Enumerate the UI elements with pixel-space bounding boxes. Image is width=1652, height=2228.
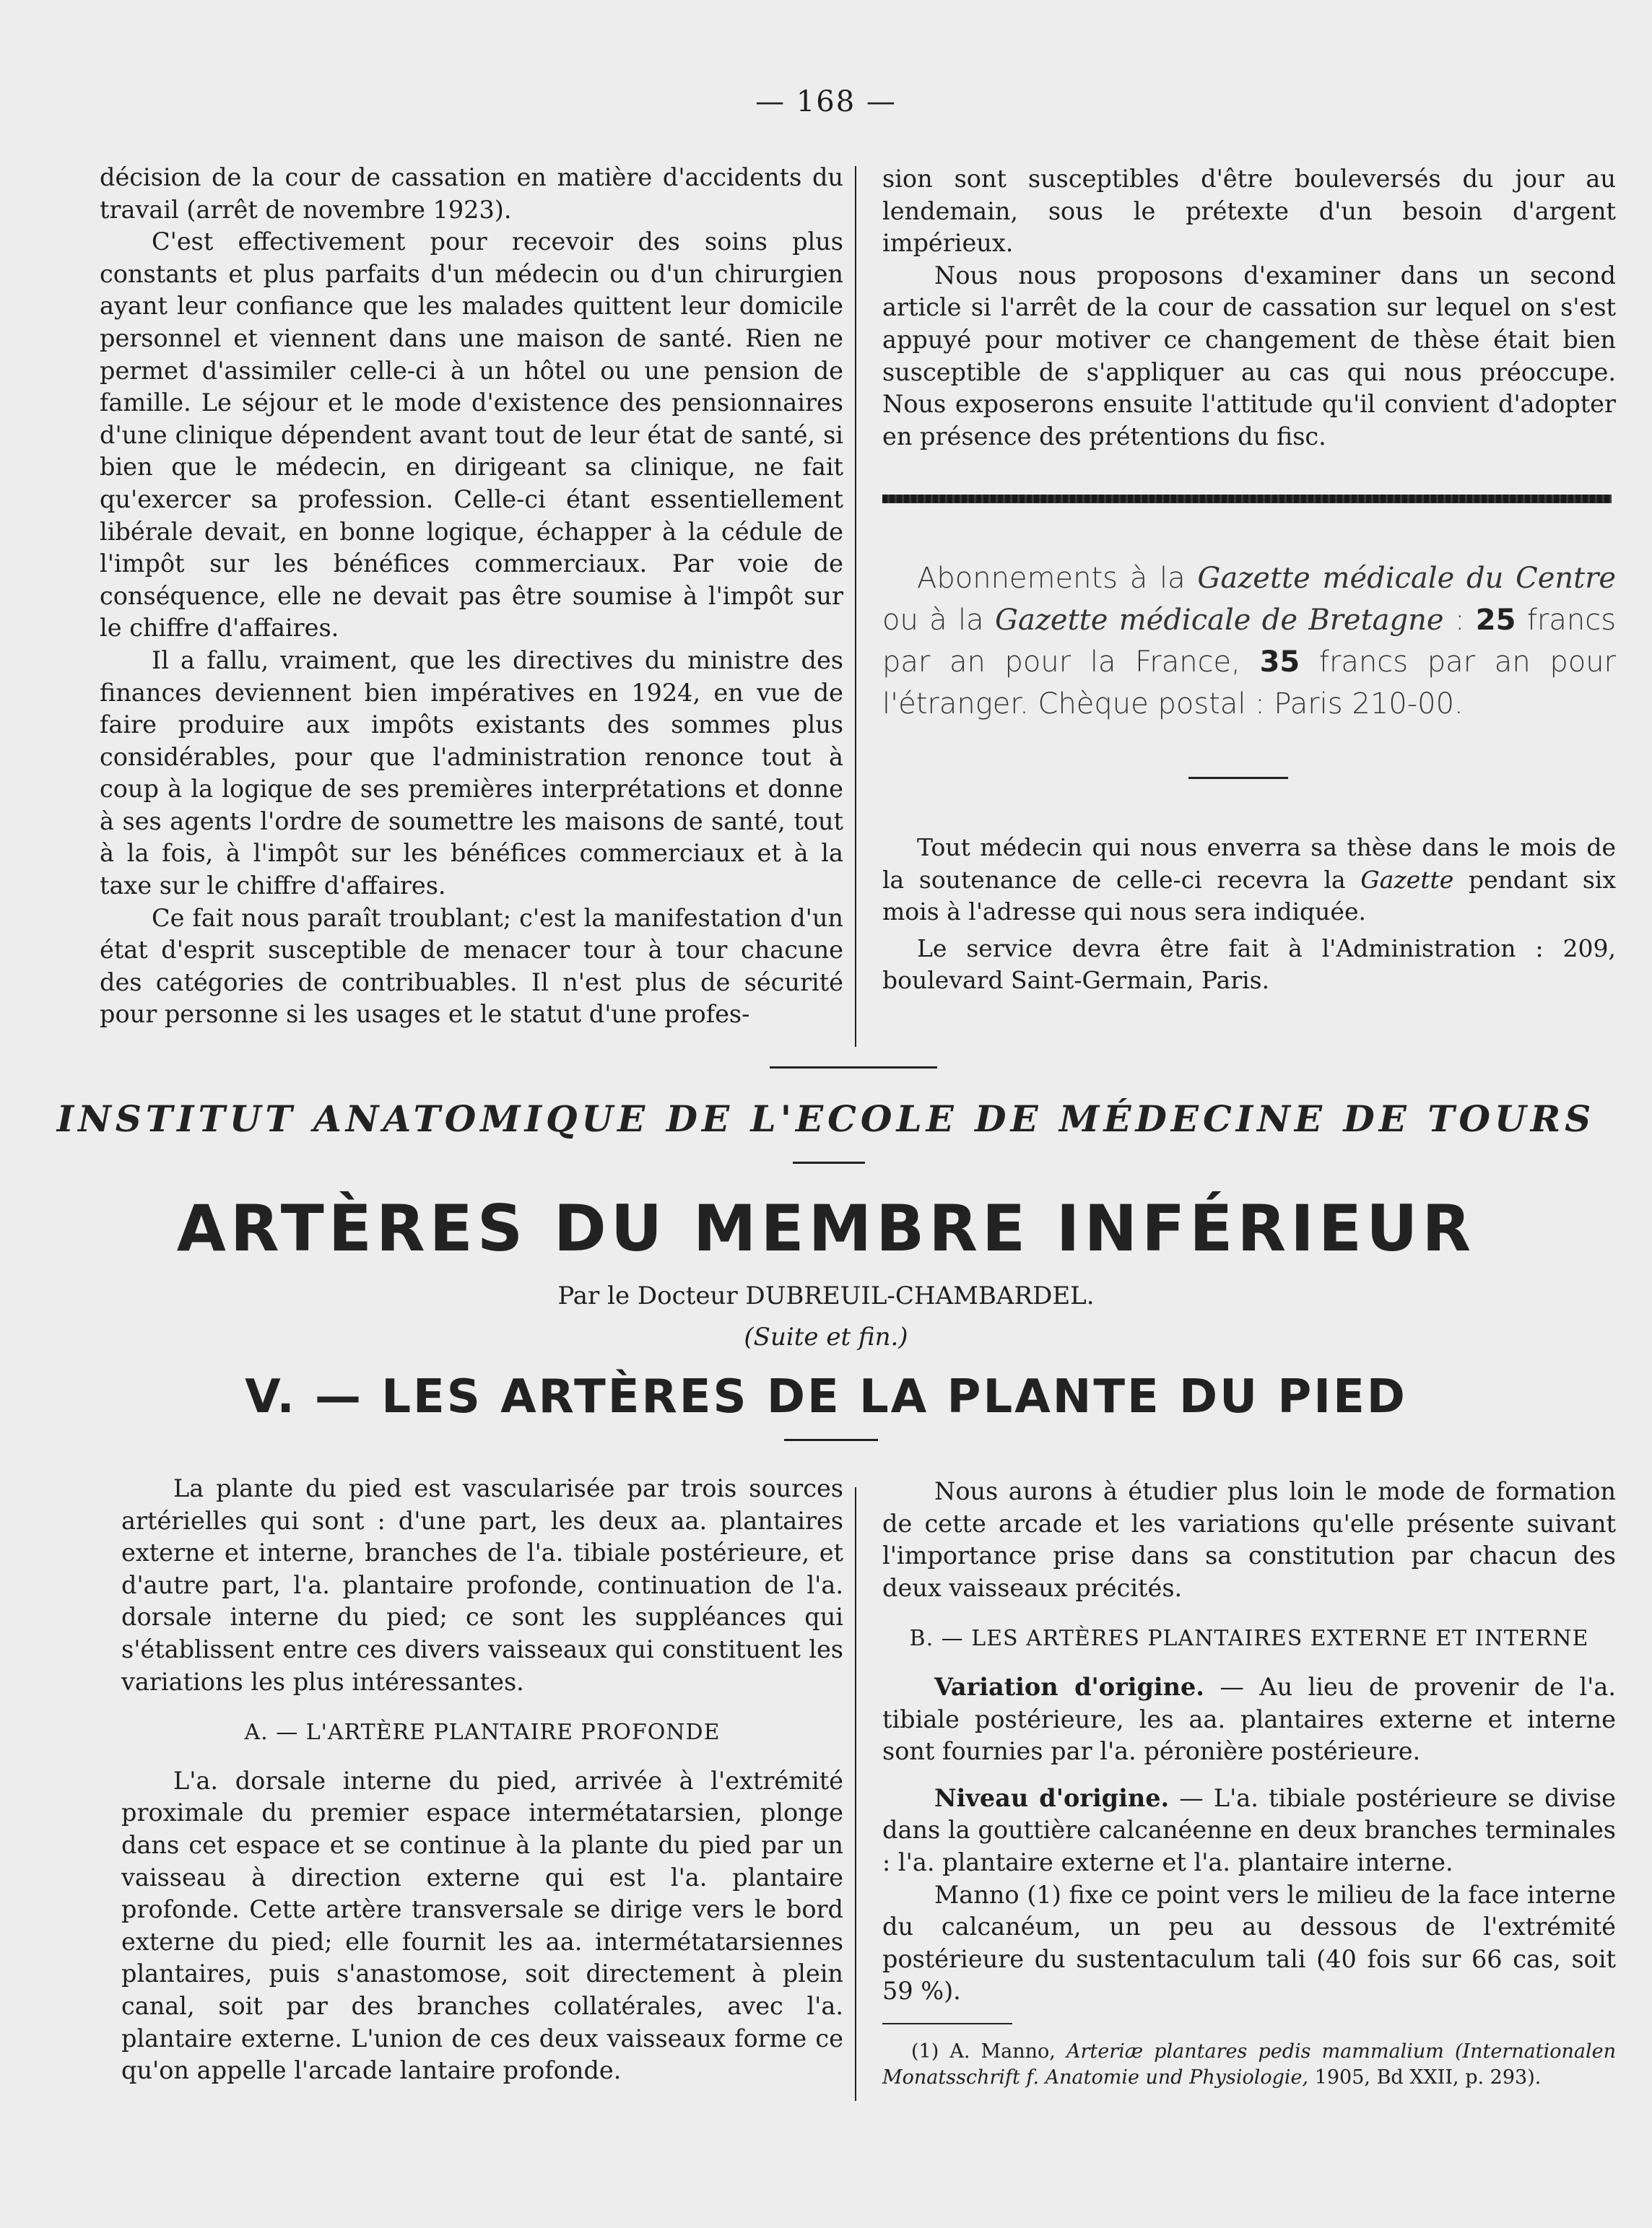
notice-text: pendant six mois à l'adresse qui nous sera indiquée. <box>882 865 1616 926</box>
footnote-rule <box>882 2023 1012 2024</box>
paragraph: C'est effectivement pour recevoir des soins plus constants et plus parfaits d'un médecin ou d'un chirurgien ayant leur confiance que les malades quittent leur domicile personnel et viennent dans une maison de santé. Rien ne permet d'assimiler celle-ci à un hôtel ou une pension de famille. Le séjour et le mode d'existence des pensionnaires d'une clinique dépendent avant tout de leur état de santé, si bien que le médecin, en dirigeant sa clinique, ne fait qu'exercer sa profession. Celle-ci étant essentiellement libérale devait, en bonne logique, échapper à la cédule de l'impôt sur les bénéfices commerciaux. Par voie de conséquence, elle ne devait pas être soumise à l'impôt sur le chiffre d'affaires. <box>100 227 843 643</box>
paragraph: L'a. dorsale interne du pied, arrivée à l'extrémité proximale du premier espace intermétatarsien, plonge dans cet espace et se continue à la plante du pied par un vaisseau à direction externe qui est l'a. plantaire profonde. Cette artère transversale se dirige vers le bord externe du pied; elle fournit les aa. intermétatarsiennes plantaires, puis s'anastomose, soit directement à plein canal, soit par des branches collatérales, avec l'a. plantaire externe. L'union de ces deux vaisseaux forme ce qu'on appelle l'arcade lantaire profonde. <box>121 1766 843 2085</box>
footnote-title: Arteriæ plantares pedis mammalium <box>1066 2040 1444 2063</box>
separator-rule <box>793 1162 865 1164</box>
paragraph: Manno (1) fixe ce point vers le milieu de la face interne du calcanéum, un peu au dessous de l'extrémité postérieure du sustentaculum tali (40 fois sur 66 cas, soit 59 %). <box>882 1880 1616 2006</box>
subscription-text: : <box>1454 604 1465 637</box>
journal-name: Gazette médicale de Bretagne <box>995 604 1444 637</box>
column-divider <box>855 166 856 1047</box>
price: 35 <box>1259 645 1300 679</box>
footnote-ref: 1905, Bd XXII, p. 293). <box>1314 2066 1542 2089</box>
journal-name: Gazette <box>1360 865 1454 894</box>
top-left-column <box>100 162 843 1031</box>
bottom-left-column <box>121 1473 843 2087</box>
footnote-prefix: (1) A. Manno, <box>911 2040 1056 2063</box>
bottom-right-column <box>882 1476 1616 2008</box>
subscription-text: francs par an pour la France, <box>882 604 1617 679</box>
thesis-notice <box>882 832 1616 1001</box>
paragraph: Nous nous proposons d'examiner dans un second article si l'arrêt de la cour de cassation sur lequel on s'est appuyé pour motiver ce changement de thèse était bien susceptible de s'appliquer au cas qui nous préoccupe. Nous exposerons ensuite l'attitude qu'il convient d'adopter en présence des prétentions du fisc. <box>882 261 1616 451</box>
section-title: V. — LES ARTÈRES DE LA PLANTE DU PIED <box>245 1370 1407 1424</box>
notice-text: Tout médecin qui nous enverra sa thèse dans le mois de la soutenance de celle-ci recevra la <box>882 833 1616 894</box>
paragraph <box>882 1783 1616 1879</box>
top-right-column <box>882 163 1616 453</box>
journal-name: Gazette médicale du Centre <box>1197 562 1617 595</box>
column-divider <box>855 1487 856 2101</box>
footnote-journal: (Internationalen Monatsschrift f. Anatomie und Physiologie, <box>882 2040 1616 2089</box>
paragraph-text: — Au lieu de provenir de l'a. tibiale postérieure, les aa. plantaires externe et interne sont fournies par l'a. péronière postérieure. <box>882 1672 1616 1766</box>
notice-text: Le service devra être fait à l'Administration : 209, boulevard Saint-Germain, Paris. <box>882 934 1616 995</box>
subsection-heading: A. — L'ARTÈRE PLANTAIRE PROFONDE <box>244 1720 721 1746</box>
paragraph: Ce fait nous paraît troublant; c'est la manifestation d'un état d'esprit susceptible de menacer tour à tour chacune des catégories de contribuables. Il n'est plus de sécurité pour personne si les usages et le statut d'une profes- <box>100 903 843 1029</box>
separator-rule <box>784 1439 878 1441</box>
paragraph: Il a fallu, vraiment, que les directives du ministre des finances deviennent bien impératives en 1924, en vue de faire produire aux impôts existants des sommes plus considérables, pour que l'administration renonce tout à coup à la logique de ses premières interprétations et donne à ses agents l'ordre de soumettre les maisons de santé, tout à la fois, à l'impôt sur les bénéfices commerciaux et à la taxe sur le chiffre d'affaires. <box>100 645 843 900</box>
page-number: — 168 — <box>755 85 897 118</box>
paragraph: La plante du pied est vascularisée par trois sources artérielles qui sont : d'une part, les deux aa. plantaires externe et interne, branches de l'a. tibiale postérieure, et d'autre part, l'a. plantaire profonde, continuation de l'a. dorsale interne du pied; ce sont les suppléances qui s'établissent entre ces divers vaisseaux qui constituent les variations les plus intéressantes. <box>121 1474 843 1696</box>
paragraph: décision de la cour de cassation en matière d'accidents du travail (arrêt de novembre 1923). <box>100 163 843 224</box>
subscription-text: Abonnements à la <box>917 562 1186 595</box>
separator-rule <box>770 1066 937 1069</box>
paragraph: sion sont susceptibles d'être bouleversés du jour au lendemain, sous le prétexte d'un besoin d'argent impérieux. <box>882 165 1616 258</box>
continuation-note: (Suite et fin.) <box>744 1323 908 1352</box>
subscription-text: ou à la <box>882 604 984 637</box>
subsection-heading: B. — LES ARTÈRES PLANTAIRES EXTERNE ET INTERNE <box>909 1626 1589 1652</box>
thick-rule <box>882 495 1612 503</box>
run-in-heading: Niveau d'origine. <box>934 1783 1170 1812</box>
separator-rule <box>1188 777 1288 779</box>
run-in-heading: Variation d'origine. <box>934 1672 1204 1701</box>
paragraph: Nous aurons à étudier plus loin le mode de formation de cette arcade et les variations qu'elle présente suivant l'importance prise dans sa constitution par chacun des deux vaisseaux précités. <box>882 1477 1616 1602</box>
subscription-text: francs par an pour l'étranger. Chèque postal : Paris 210-00. <box>882 645 1616 721</box>
subscription-notice <box>882 557 1616 725</box>
institute-heading: INSTITUT ANATOMIQUE DE L'ECOLE DE MÉDECINE DE TOURS <box>56 1097 1596 1140</box>
footnote <box>882 2039 1616 2091</box>
paragraph-text: — L'a. tibiale postérieure se divise dans la gouttière calcanéenne en deux branches terminales : l'a. plantaire externe et l'a. plantaire interne. <box>882 1783 1617 1876</box>
price: 25 <box>1475 604 1516 637</box>
article-title: ARTÈRES DU MEMBRE INFÉRIEUR <box>176 1191 1476 1266</box>
author-line: Par le Docteur DUBREUIL-CHAMBARDEL. <box>557 1281 1095 1310</box>
paragraph <box>882 1671 1616 1768</box>
